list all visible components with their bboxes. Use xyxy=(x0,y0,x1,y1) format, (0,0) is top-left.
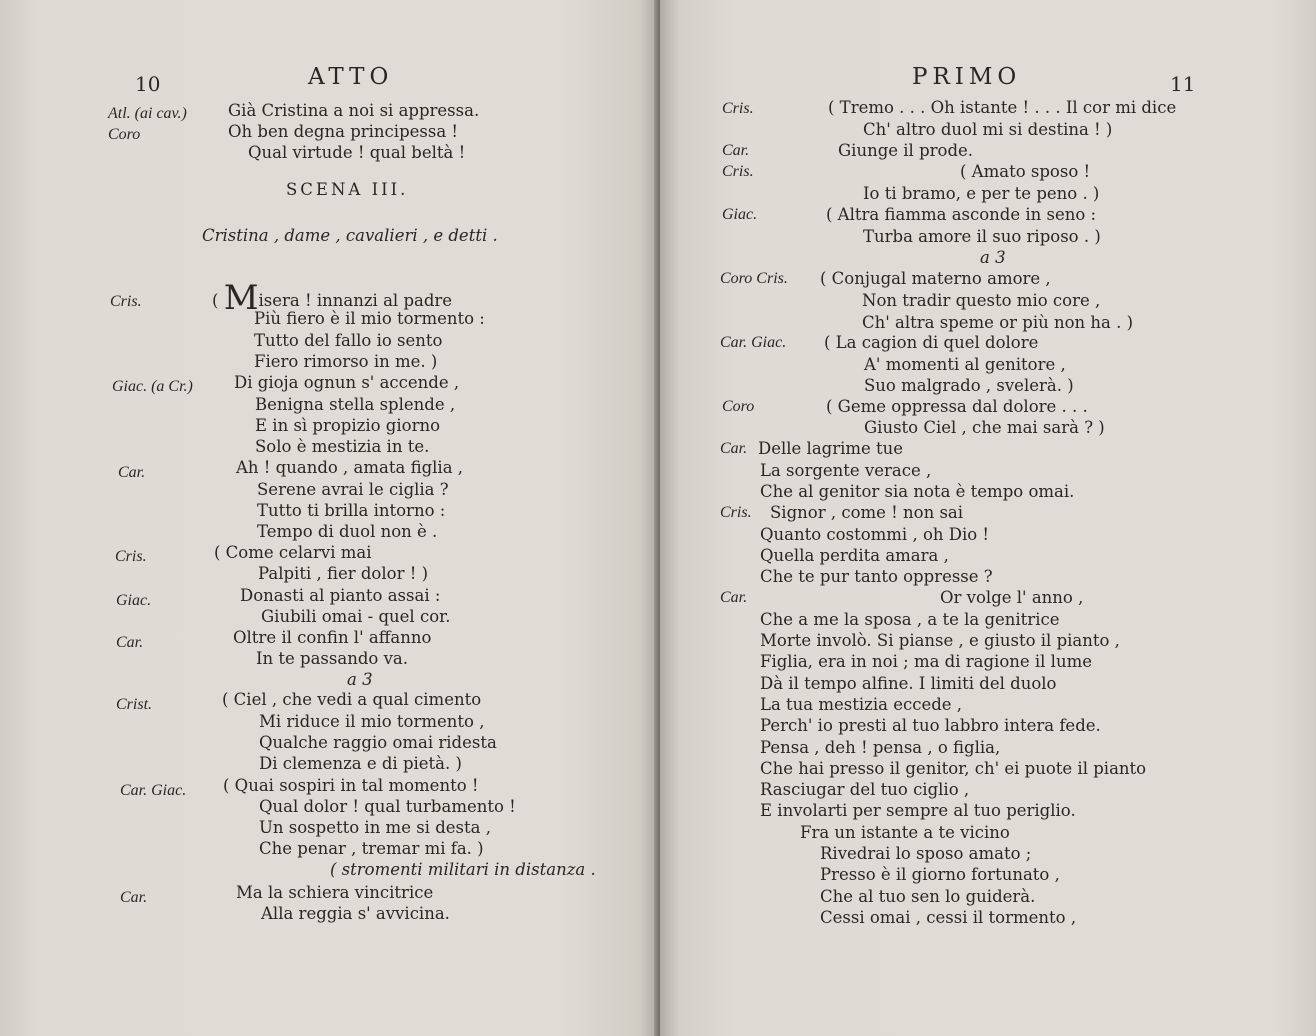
verse-line: Rasciugar del tuo ciglio , xyxy=(760,780,970,799)
verse-line: E involarti per sempre al tuo periglio. xyxy=(760,801,1076,820)
verse-line: Ma la schiera vincitrice xyxy=(236,883,434,902)
verse-line: Serene avrai le ciglia ? xyxy=(257,480,449,499)
speaker-label: Atl. (ai cav.) xyxy=(108,105,187,122)
verse-line: In te passando va. xyxy=(256,649,408,668)
speaker-label: Cris. xyxy=(720,504,752,521)
verse-line: A' momenti al genitore , xyxy=(864,355,1066,374)
verse-line: Suo malgrado , svelerà. ) xyxy=(864,376,1074,395)
verse-line: Fra un istante a te vicino xyxy=(800,823,1010,842)
verse-line: Ch' altro duol mi si destina ! ) xyxy=(863,120,1113,139)
speaker-label: Car. Giac. xyxy=(720,334,787,351)
verse-line: ( Come celarvi mai xyxy=(214,543,372,562)
scene-title: SCENA III. xyxy=(286,180,409,199)
verse-line: Quella perdita amara , xyxy=(760,546,949,565)
verse-line: Ah ! quando , amata figlia , xyxy=(236,458,464,477)
verse-line: Signor , come ! non sai xyxy=(770,503,964,522)
speaker-label: Crist. xyxy=(116,696,153,713)
verse-line: Tempo di duol non è . xyxy=(257,522,438,541)
stage-direction: ( stromenti militari in distanza . xyxy=(330,860,596,879)
verse-line: Tutto del fallo io sento xyxy=(254,331,443,350)
verse-line: Rivedrai lo sposo amato ; xyxy=(820,844,1032,863)
verse-line: ( Ciel , che vedi a qual cimento xyxy=(222,690,482,709)
verse-line: Delle lagrime tue xyxy=(758,439,904,458)
verse-line: Pensa , deh ! pensa , o figlia, xyxy=(760,738,1001,757)
verse-line: Benigna stella splende , xyxy=(255,395,456,414)
verse-line: Morte involò. Si pianse , e giusto il pianto , xyxy=(760,631,1120,650)
page-number: 10 xyxy=(135,72,161,96)
verse-line: ( Tremo . . . Oh istante ! . . . Il cor mi dice xyxy=(828,98,1177,117)
speaker-label: Car. xyxy=(116,634,144,651)
verse-line: Cessi omai , cessi il tormento , xyxy=(820,908,1077,927)
verse-line: Un sospetto in me si desta , xyxy=(259,818,491,837)
verse-line: ( Geme oppressa dal dolore . . . xyxy=(826,397,1088,416)
verse-line: Che penar , tremar mi fa. ) xyxy=(259,839,484,858)
right-page xyxy=(660,0,1316,1036)
verse-line: Qual virtude ! qual beltà ! xyxy=(248,143,466,162)
verse-line: ( La cagion di quel dolore xyxy=(824,333,1039,352)
ensemble-marker: a 3 xyxy=(347,670,373,689)
drop-cap: M xyxy=(223,278,259,318)
verse-line: Donasti al pianto assai : xyxy=(240,586,441,605)
speaker-label: Car. xyxy=(120,889,148,906)
verse-line: La sorgente verace , xyxy=(760,461,932,480)
speaker-label: Car. xyxy=(720,440,748,457)
verse-line: Oh ben degna principessa ! xyxy=(228,122,459,141)
verse-line: Già Cristina a noi si appressa. xyxy=(228,101,480,120)
scene-cast: Cristina , dame , cavalieri , e detti . xyxy=(202,226,498,245)
verse-line: Giunge il prode. xyxy=(838,141,974,160)
verse-line: Presso è il giorno fortunato , xyxy=(820,865,1060,884)
verse-line: Perch' io presti al tuo labbro intera fede. xyxy=(760,716,1101,735)
verse-line: Alla reggia s' avvicina. xyxy=(261,904,450,923)
verse-line: Non tradir questo mio core , xyxy=(862,291,1101,310)
verse-line: Giubili omai - quel cor. xyxy=(261,607,451,626)
verse-line: La tua mestizia eccede , xyxy=(760,695,963,714)
verse-line: Quanto costommi , oh Dio ! xyxy=(760,525,990,544)
verse-line: Che al genitor sia nota è tempo omai. xyxy=(760,482,1075,501)
verse-line: ( Quai sospiri in tal momento ! xyxy=(223,776,479,795)
verse-line: Turba amore il suo riposo . ) xyxy=(863,227,1101,246)
verse-line: Ch' altra speme or più non ha . ) xyxy=(862,313,1134,332)
speaker-label: Giac. xyxy=(116,592,152,609)
speaker-label: Coro xyxy=(722,398,755,415)
verse-line: Solo è mestizia in te. xyxy=(255,437,430,456)
speaker-label: Coro Cris. xyxy=(720,270,788,287)
running-head: PRIMO xyxy=(912,64,1022,90)
speaker-label: Car. xyxy=(118,464,146,481)
verse-line: Che hai presso il genitor, ch' ei puote il pianto xyxy=(760,759,1147,778)
verse-line: Fiero rimorso in me. ) xyxy=(254,352,438,371)
verse-line: Giusto Ciel , che mai sarà ? ) xyxy=(864,418,1105,437)
speaker-label: Car. xyxy=(720,589,748,606)
verse-line: Di gioja ognun s' accende , xyxy=(234,373,460,392)
verse-line: Che te pur tanto oppresse ? xyxy=(760,567,993,586)
speaker-label: Giac. xyxy=(722,206,758,223)
speaker-label: Car. xyxy=(722,142,750,159)
speaker-label: Giac. (a Cr.) xyxy=(112,378,193,395)
verse-line: Qual dolor ! qual turbamento ! xyxy=(259,797,516,816)
verse-line: Or volge l' anno , xyxy=(940,588,1084,607)
page-number: 11 xyxy=(1170,72,1196,96)
verse-line: Mi riduce il mio tormento , xyxy=(259,712,485,731)
verse-line: Che a me la sposa , a te la genitrice xyxy=(760,610,1060,629)
speaker-label: Coro xyxy=(108,126,141,143)
speaker-label: Car. Giac. xyxy=(120,782,187,799)
speaker-label: Cris. xyxy=(110,293,142,310)
speaker-label: Cris. xyxy=(115,548,147,565)
verse-line: E in sì propizio giorno xyxy=(255,416,441,435)
verse-line: Più fiero è il mio tormento : xyxy=(254,309,485,328)
verse-line: Di clemenza e di pietà. ) xyxy=(259,754,462,773)
running-head: ATTO xyxy=(308,64,394,90)
ensemble-marker: a 3 xyxy=(980,248,1006,267)
verse-line: Tutto ti brilla intorno : xyxy=(257,501,446,520)
verse-line: Qualche raggio omai ridesta xyxy=(259,733,497,752)
verse-line: Figlia, era in noi ; ma di ragione il lume xyxy=(760,652,1092,671)
verse-line: Che al tuo sen lo guiderà. xyxy=(820,887,1036,906)
verse-line: ( Misera ! innanzi al padre xyxy=(212,278,453,318)
speaker-label: Cris. xyxy=(722,100,754,117)
verse-line: ( Altra fiamma asconde in seno : xyxy=(826,205,1097,224)
verse-line: Palpiti , fier dolor ! ) xyxy=(258,564,429,583)
speaker-label: Cris. xyxy=(722,163,754,180)
verse-line: Oltre il confin l' affanno xyxy=(233,628,432,647)
verse-line: ( Conjugal materno amore , xyxy=(820,269,1051,288)
verse-line: Io ti bramo, e per te peno . ) xyxy=(863,184,1100,203)
verse-line: ( Amato sposo ! xyxy=(960,162,1091,181)
verse-line: Dà il tempo alfine. I limiti del duolo xyxy=(760,674,1057,693)
